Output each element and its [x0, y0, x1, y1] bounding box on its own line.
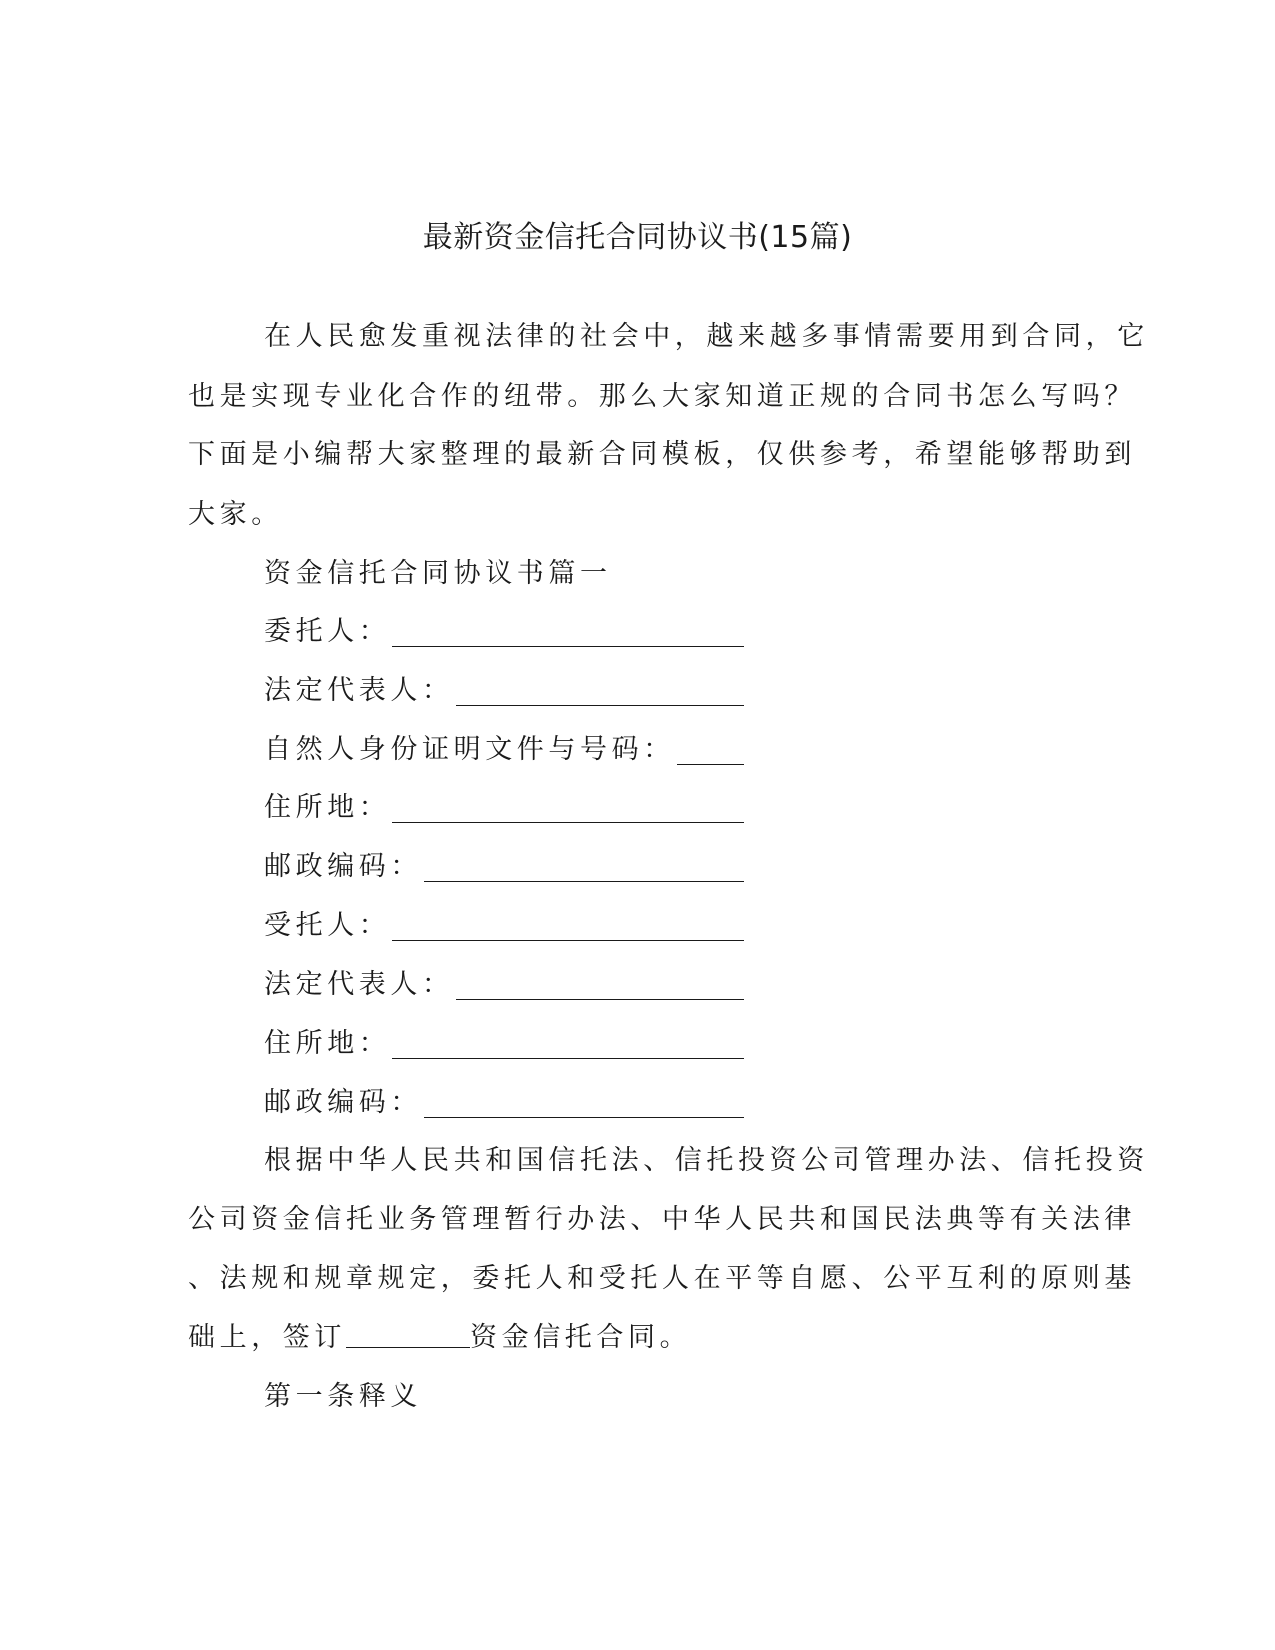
intro-line: 也是实现专业化合作的纽带。那么大家知道正规的合同书怎么写吗？ — [188, 381, 1136, 412]
field-row-id-document — [264, 719, 744, 781]
article-heading: 第一条释义 — [264, 1381, 422, 1412]
intro-line: 在人民愈发重视法律的社会中，越来越多事情需要用到合同，它 — [264, 321, 1149, 352]
field-label: 委托人： — [264, 616, 391, 647]
fill-blank — [392, 1034, 744, 1059]
fill-blank — [392, 916, 744, 941]
field-row-principal — [264, 601, 744, 663]
basis-text-before: 础上，签订 — [188, 1322, 346, 1353]
field-row-postcode-2 — [264, 1072, 744, 1134]
basis-line: 公司资金信托业务管理暂行办法、中华人民共和国民法典等有关法律 — [188, 1204, 1136, 1235]
basis-text-after: 资金信托合同。 — [470, 1322, 692, 1353]
field-label: 住所地： — [264, 792, 391, 823]
field-row-postcode — [264, 836, 744, 898]
field-label: 法定代表人： — [264, 675, 454, 706]
fill-blank — [424, 857, 744, 882]
field-row-trustee — [264, 895, 744, 957]
field-label: 邮政编码： — [264, 1087, 422, 1118]
field-row-legal-rep-2 — [264, 954, 744, 1016]
intro-line: 下面是小编帮大家整理的最新合同模板，仅供参考，希望能够帮助到 — [188, 439, 1136, 470]
contract-name-blank — [346, 1317, 470, 1348]
fill-blank — [424, 1093, 744, 1118]
field-label: 法定代表人： — [264, 969, 454, 1000]
field-label: 邮政编码： — [264, 851, 422, 882]
fill-blank — [677, 740, 744, 765]
field-row-address — [264, 777, 744, 839]
section-heading: 资金信托合同协议书篇一 — [264, 558, 612, 589]
fill-blank — [392, 622, 744, 647]
basis-line: 、法规和规章规定，委托人和受托人在平等自愿、公平互利的原则基 — [188, 1263, 1136, 1294]
basis-line: 根据中华人民共和国信托法、信托投资公司管理办法、信托投资 — [264, 1145, 1149, 1176]
field-row-legal-rep — [264, 660, 744, 722]
basis-line-last — [188, 1307, 1088, 1369]
field-label: 自然人身份证明文件与号码： — [264, 734, 675, 765]
fill-blank — [456, 681, 744, 706]
field-label: 受托人： — [264, 910, 391, 941]
intro-line: 大家。 — [188, 499, 283, 530]
fill-blank — [456, 975, 744, 1000]
field-label: 住所地： — [264, 1028, 391, 1059]
document-title: 最新资金信托合同协议书(15篇) — [422, 220, 853, 255]
field-row-address-2 — [264, 1013, 744, 1075]
fill-blank — [392, 798, 744, 823]
